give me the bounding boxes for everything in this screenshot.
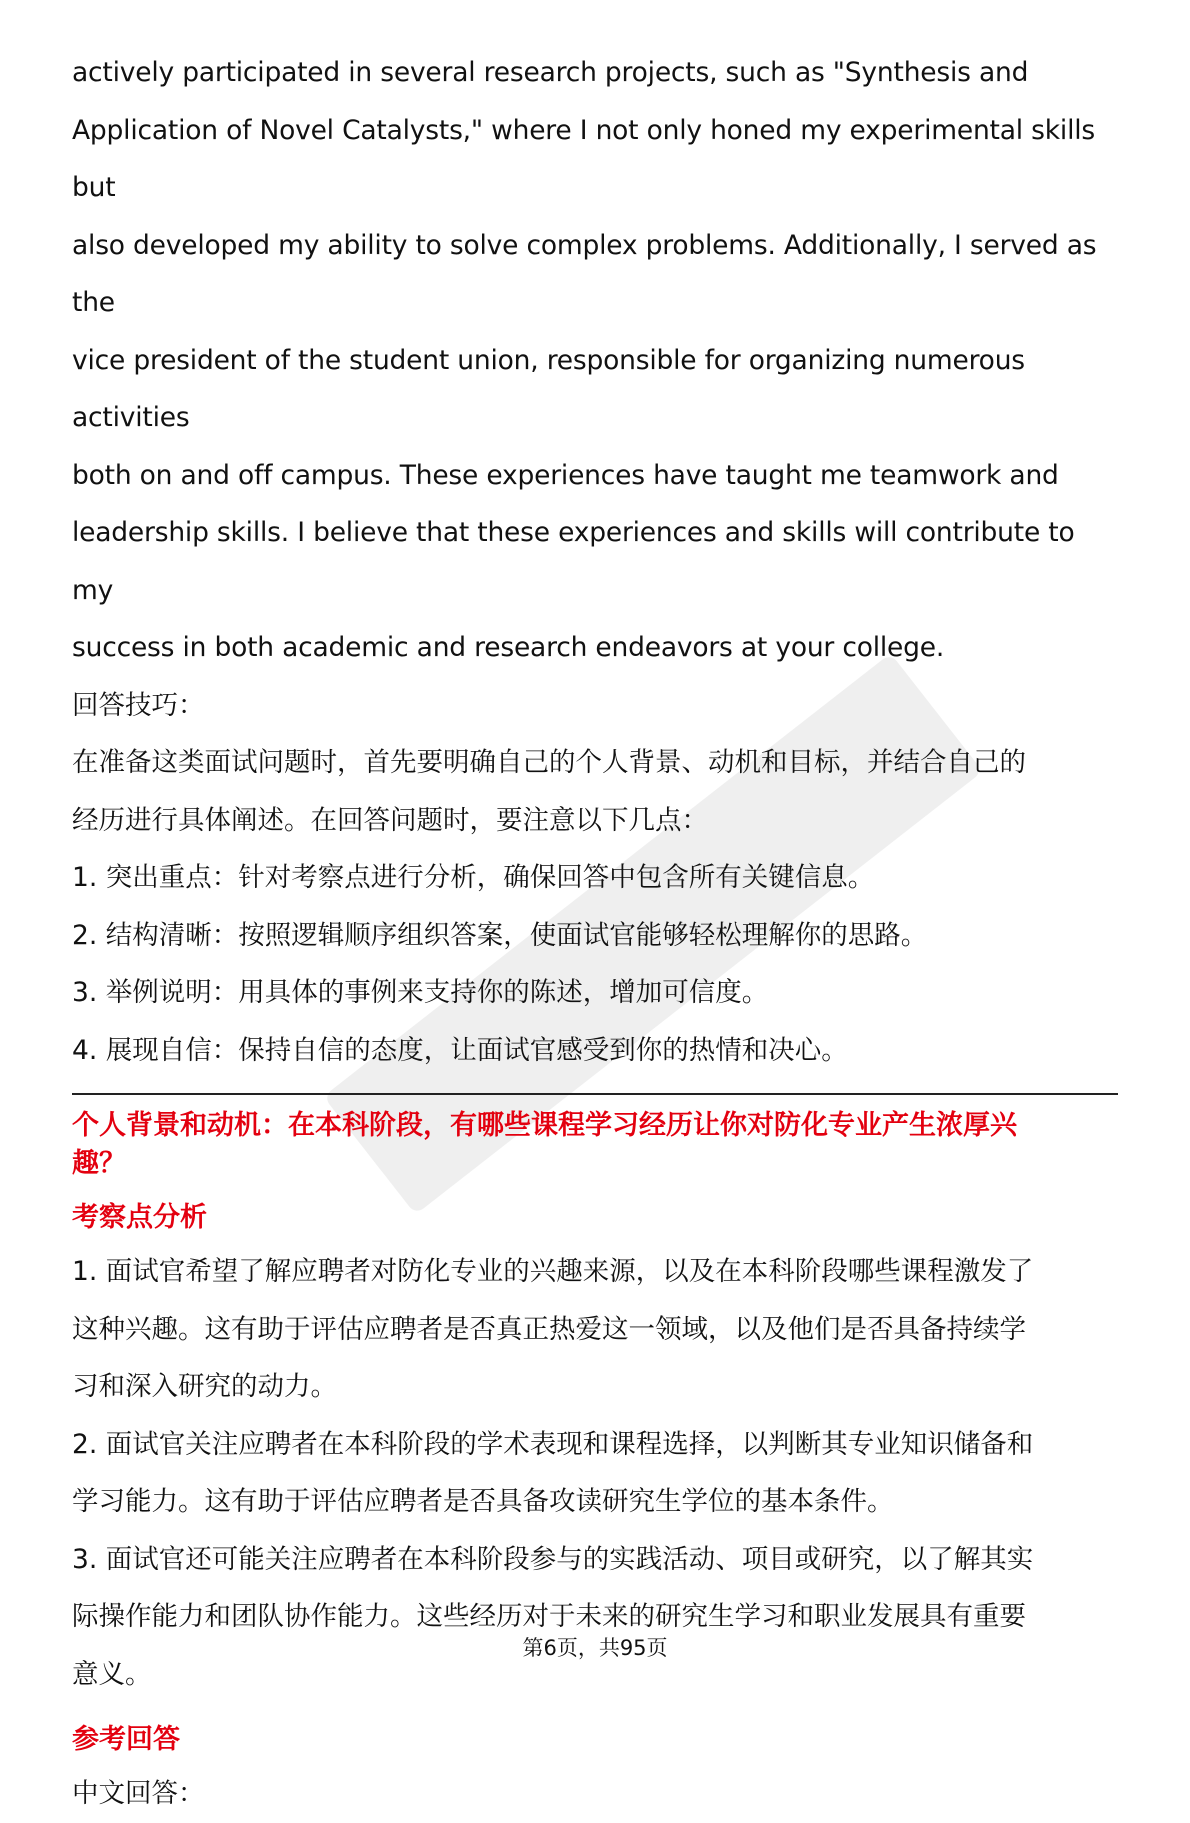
paragraph-line: 际操作能力和团队协作能力。这些经历对于未来的研究生学习和职业发展具有重要 <box>72 1601 1026 1632</box>
paragraph-line: 习和深入研究的动力。 <box>72 1371 337 1402</box>
chinese-answer-label: 中文回答： <box>72 1778 205 1809</box>
tips-label: 回答技巧： <box>72 689 205 721</box>
paragraph-line: 在准备这类面试问题时，首先要明确自己的个人背景、动机和目标，并结合自己的 <box>72 747 1026 778</box>
tips-list <box>72 849 1118 1079</box>
paragraph-line: Application of Novel Catalysts," where I not only honed my experimental skills but <box>72 114 1096 203</box>
analysis-title: 考察点分析 <box>72 1202 207 1233</box>
paragraph-line: 经历进行具体阐述。在回答问题时，要注意以下几点： <box>72 804 708 836</box>
list-item: 1. 突出重点：针对考察点进行分析，确保回答中包含所有关键信息。 <box>72 862 875 893</box>
paragraph-line: actively participated in several research projects, such as "Synthesis and <box>72 57 1029 88</box>
paragraph-line: 意义。 <box>72 1658 152 1690</box>
question-line: 个人背景和动机：在本科阶段，有哪些课程学习经历让你对防化专业产生浓厚兴 <box>72 1110 1017 1141</box>
paragraph-line: both on and off campus. These experiences have taught me teamwork and <box>72 459 1059 491</box>
list-item: 2. 结构清晰：按照逻辑顺序组织答案，使面试官能够轻松理解你的思路。 <box>72 919 928 951</box>
paragraph-line: 学习能力。这有助于评估应聘者是否具备攻读研究生学位的基本条件。 <box>72 1486 894 1517</box>
paragraph-line: leadership skills. I believe that these experiences and skills will contribute to my <box>72 517 1075 606</box>
paragraph-line: also developed my ability to solve complex problems. Additionally, I served as the <box>72 229 1097 318</box>
paragraph-line: 1. 面试官希望了解应聘者对防化专业的兴趣来源，以及在本科阶段哪些课程激发了 <box>72 1256 1034 1287</box>
paragraph-line: 3. 面试官还可能关注应聘者在本科阶段参与的实践活动、项目或研究，以了解其实 <box>72 1543 1034 1575</box>
intro-paragraph <box>72 44 1118 677</box>
section-divider <box>72 1093 1118 1095</box>
page-content <box>72 44 1118 1823</box>
question-line: 趣？ <box>72 1148 126 1179</box>
paragraph-line: success in both academic and research endeavors at your college. <box>72 632 945 663</box>
list-item: 4. 展现自信：保持自信的态度，让面试官感受到你的热情和决心。 <box>72 1034 848 1066</box>
paragraph-line: vice president of the student union, responsible for organizing numerous activities <box>72 344 1025 433</box>
question-heading <box>72 1107 1118 1183</box>
reference-title: 参考回答 <box>72 1724 180 1755</box>
page-number-footer: 第6页，共95页 <box>522 1636 668 1660</box>
paragraph-line: 2. 面试官关注应聘者在本科阶段的学术表现和课程选择，以判断其专业知识储备和 <box>72 1428 1034 1460</box>
spacer <box>72 1703 1118 1715</box>
paragraph-line: 这种兴趣。这有助于评估应聘者是否真正热爱这一领域，以及他们是否具备持续学 <box>72 1313 1026 1345</box>
list-item: 3. 举例说明：用具体的事例来支持你的陈述，增加可信度。 <box>72 977 769 1008</box>
tips-intro <box>72 734 1118 849</box>
